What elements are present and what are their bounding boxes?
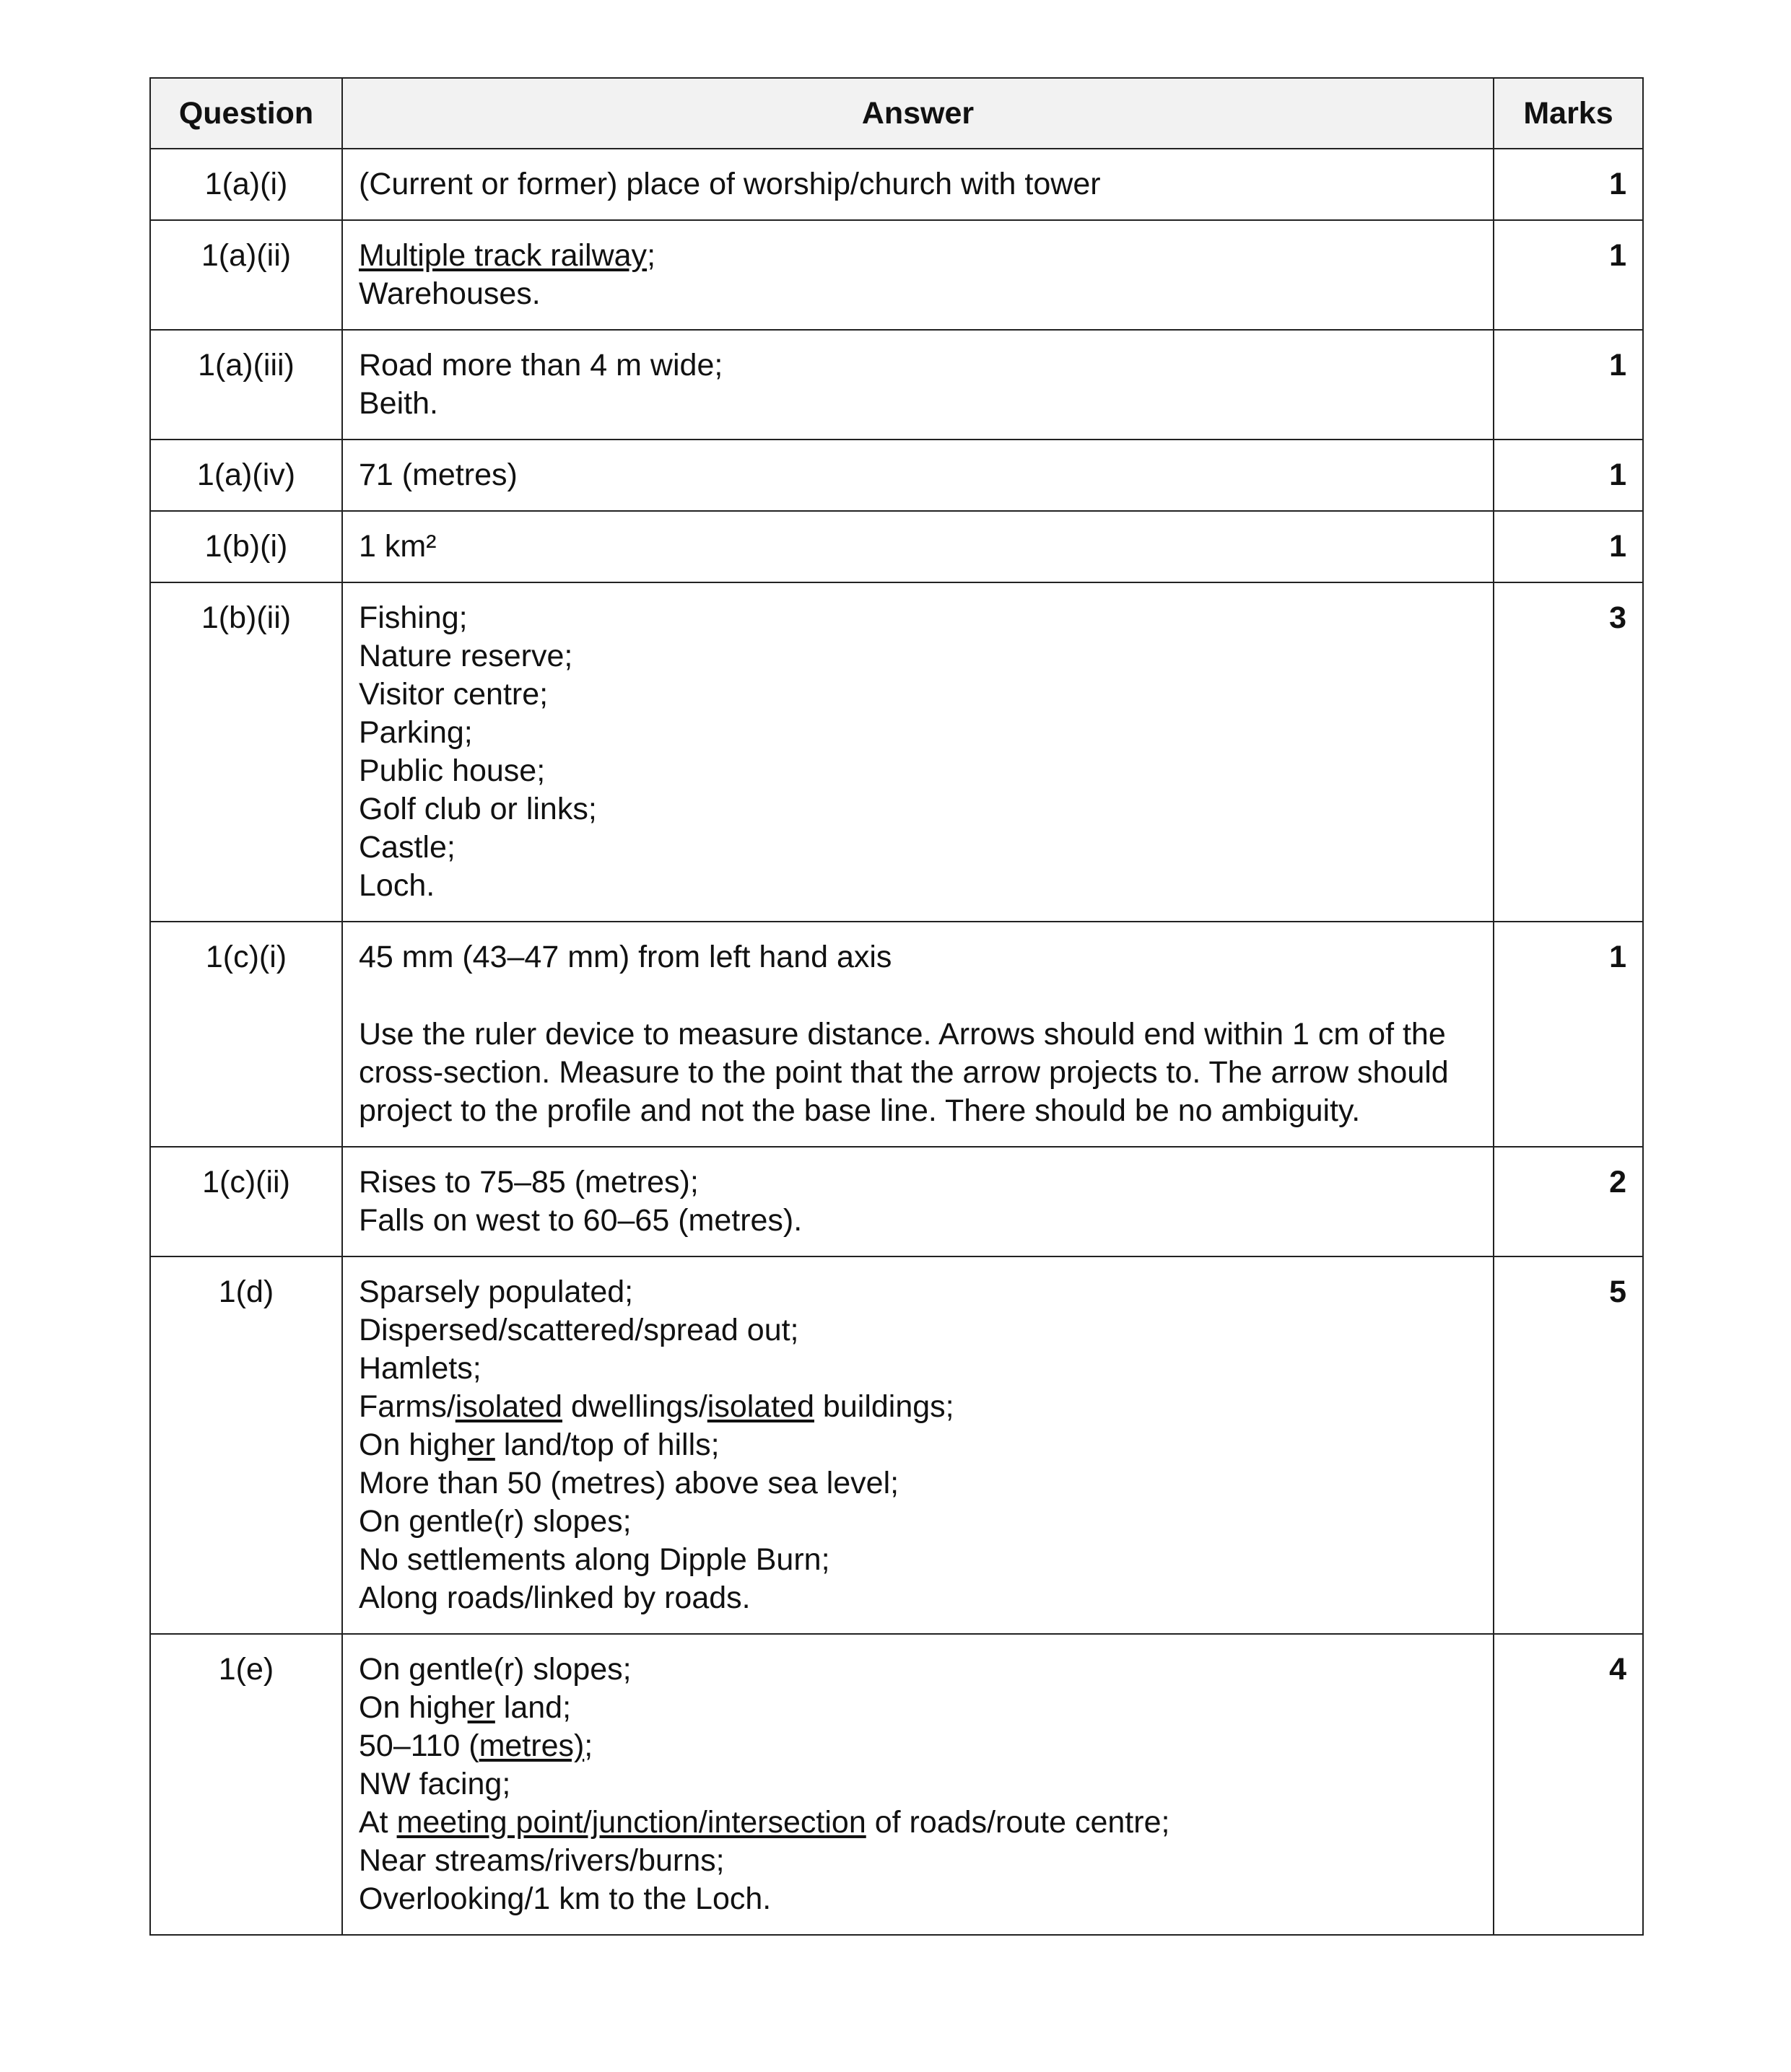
marks-value: 2 — [1494, 1147, 1643, 1256]
answer-line: Warehouses. — [359, 276, 541, 311]
answer-cell — [342, 1147, 1494, 1256]
answer-cell — [342, 582, 1494, 922]
marks-value: 1 — [1494, 922, 1643, 1147]
answer-line: At meeting point/junction/intersection of roads/route centre; — [359, 1805, 1170, 1840]
answer-cell — [342, 511, 1494, 582]
answer-line: Nature reserve; — [359, 639, 573, 673]
answer-line: Multiple track railway; — [359, 238, 656, 273]
marks-value: 1 — [1494, 220, 1643, 330]
question-number: 1(d) — [150, 1256, 342, 1634]
answer-line: Loch. — [359, 868, 435, 903]
marks-value: 1 — [1494, 511, 1643, 582]
question-number: 1(e) — [150, 1634, 342, 1935]
question-number: 1(b)(ii) — [150, 582, 342, 922]
answer-line: Public house; — [359, 753, 546, 788]
answer-line: Along roads/linked by roads. — [359, 1581, 751, 1615]
answer-line: Farms/isolated dwellings/isolated buildings; — [359, 1389, 954, 1424]
answer-line: Rises to 75–85 (metres); — [359, 1165, 699, 1199]
question-number: 1(a)(iii) — [150, 330, 342, 440]
table-row — [150, 149, 1643, 220]
table-row — [150, 440, 1643, 511]
answer-cell — [342, 220, 1494, 330]
answer-cell — [342, 440, 1494, 511]
question-number: 1(a)(i) — [150, 149, 342, 220]
marks-value: 1 — [1494, 149, 1643, 220]
answer-line: Hamlets; — [359, 1351, 481, 1386]
answer-line: Parking; — [359, 715, 473, 750]
answer-line: NW facing; — [359, 1767, 511, 1801]
question-number: 1(b)(i) — [150, 511, 342, 582]
marks-value: 1 — [1494, 440, 1643, 511]
answer-line: No settlements along Dipple Burn; — [359, 1542, 830, 1577]
question-number: 1(c)(ii) — [150, 1147, 342, 1256]
answer-line: 1 km² — [359, 529, 437, 564]
marks-value: 3 — [1494, 582, 1643, 922]
mark-scheme-table — [149, 77, 1644, 1936]
answer-line: 45 mm (43–47 mm) from left hand axis — [359, 940, 892, 974]
answer-cell — [342, 1256, 1494, 1634]
answer-line: On higher land/top of hills; — [359, 1428, 720, 1462]
answer-line: 71 (metres) — [359, 458, 518, 492]
table-row — [150, 1256, 1643, 1634]
table-row — [150, 922, 1643, 1147]
answer-line: Overlooking/1 km to the Loch. — [359, 1881, 772, 1916]
marks-value: 5 — [1494, 1256, 1643, 1634]
answer-cell — [342, 330, 1494, 440]
answer-line: (Current or former) place of worship/church with tower — [359, 167, 1101, 201]
answer-line: More than 50 (metres) above sea level; — [359, 1466, 899, 1500]
answer-line: On higher land; — [359, 1690, 572, 1725]
column-header-question: Question — [150, 78, 342, 149]
answer-line: Beith. — [359, 386, 438, 421]
answer-line: Fishing; — [359, 600, 468, 635]
question-number: 1(a)(iv) — [150, 440, 342, 511]
answer-line: Golf club or links; — [359, 792, 597, 826]
answer-cell — [342, 149, 1494, 220]
table-row — [150, 330, 1643, 440]
answer-cell — [342, 922, 1494, 1147]
table-row — [150, 1634, 1643, 1935]
answer-line: Near streams/rivers/burns; — [359, 1843, 725, 1878]
marks-value: 4 — [1494, 1634, 1643, 1935]
marking-guidance-note: Use the ruler device to measure distance. Arrows should end within 1 cm of the cross-section. Measure to the point that the arrow projects to. The arrow should project to the profile and not the base line. There should be no ambiguity. — [359, 1017, 1449, 1128]
answer-line: Visitor centre; — [359, 677, 549, 712]
answer-line: 50–110 (metres); — [359, 1728, 593, 1763]
answer-line: Sparsely populated; — [359, 1275, 634, 1309]
answer-line: Dispersed/scattered/spread out; — [359, 1313, 799, 1347]
header-row — [150, 78, 1643, 149]
answer-line: Road more than 4 m wide; — [359, 348, 723, 383]
answer-cell — [342, 1634, 1494, 1935]
table-row — [150, 220, 1643, 330]
table-row — [150, 582, 1643, 922]
table-row — [150, 1147, 1643, 1256]
answer-line: On gentle(r) slopes; — [359, 1504, 632, 1539]
column-header-marks: Marks — [1494, 78, 1643, 149]
column-header-answer: Answer — [342, 78, 1494, 149]
marks-value: 1 — [1494, 330, 1643, 440]
question-number: 1(a)(ii) — [150, 220, 342, 330]
table-row — [150, 511, 1643, 582]
answer-line: Falls on west to 60–65 (metres). — [359, 1203, 803, 1238]
question-number: 1(c)(i) — [150, 922, 342, 1147]
answer-line: On gentle(r) slopes; — [359, 1652, 632, 1687]
answer-line: Castle; — [359, 830, 456, 865]
